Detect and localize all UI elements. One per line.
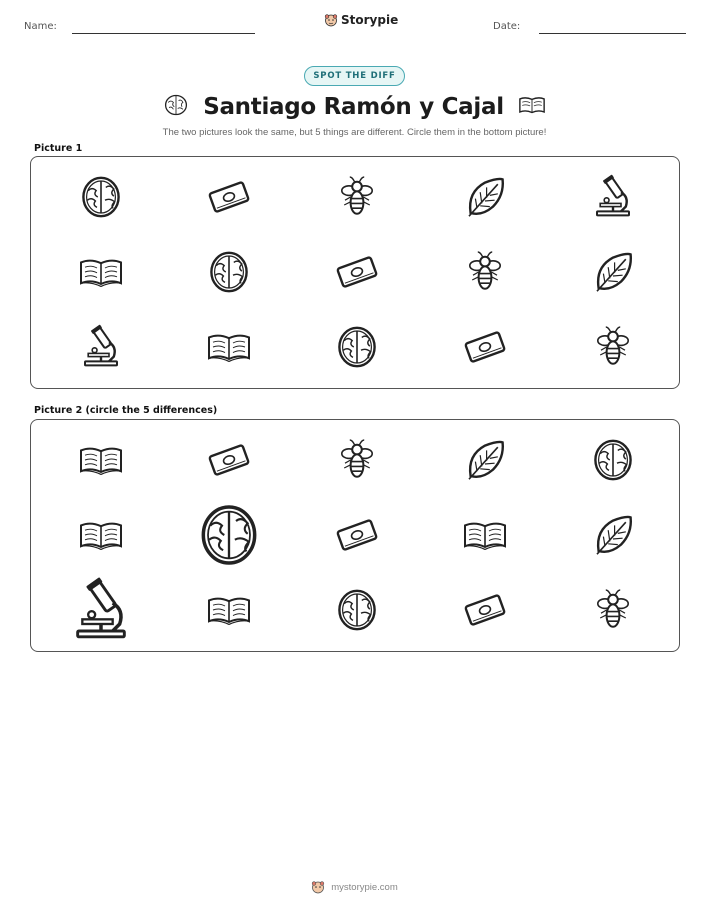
brain-icon bbox=[589, 436, 637, 484]
picture2-frame[interactable] bbox=[30, 419, 680, 652]
grid-cell[interactable] bbox=[292, 422, 422, 498]
microscope-icon bbox=[66, 575, 136, 645]
brain-icon bbox=[77, 173, 125, 221]
grid-cell[interactable] bbox=[164, 497, 294, 573]
date-label: Date: bbox=[493, 21, 521, 32]
slide-icon bbox=[205, 436, 253, 484]
grid-cell[interactable] bbox=[164, 422, 294, 498]
grid-cell[interactable] bbox=[420, 497, 550, 573]
grid-cell[interactable] bbox=[36, 497, 166, 573]
bee-icon bbox=[333, 173, 381, 221]
grid-cell[interactable] bbox=[36, 422, 166, 498]
bee-icon bbox=[461, 248, 509, 296]
leaf-icon bbox=[461, 173, 509, 221]
grid-cell[interactable] bbox=[420, 309, 550, 385]
brain-icon bbox=[205, 248, 253, 296]
mascot-icon bbox=[311, 880, 325, 894]
grid-cell[interactable] bbox=[548, 159, 678, 235]
grid-cell[interactable] bbox=[36, 309, 166, 385]
grid-cell[interactable] bbox=[292, 572, 422, 648]
grid-cell[interactable] bbox=[164, 309, 294, 385]
book-icon bbox=[77, 511, 125, 559]
grid-cell[interactable] bbox=[164, 234, 294, 310]
grid-cell[interactable] bbox=[164, 572, 294, 648]
instructions: The two pictures look the same, but 5 things are different. Circle them in the bottom picture! bbox=[162, 127, 547, 138]
page-title: Santiago Ramón y Cajal bbox=[203, 94, 504, 120]
leaf-icon bbox=[589, 248, 637, 296]
grid-cell[interactable] bbox=[292, 497, 422, 573]
brain-icon bbox=[333, 586, 381, 634]
picture2-label: Picture 2 (circle the 5 differences) bbox=[34, 405, 218, 416]
book-icon bbox=[205, 323, 253, 371]
picture1-label: Picture 1 bbox=[34, 143, 83, 154]
grid-cell[interactable] bbox=[548, 572, 678, 648]
date-line[interactable] bbox=[539, 33, 686, 34]
grid-cell[interactable] bbox=[36, 159, 166, 235]
brain-icon bbox=[333, 323, 381, 371]
slide-icon bbox=[461, 323, 509, 371]
grid-cell[interactable] bbox=[292, 309, 422, 385]
leaf-icon bbox=[461, 436, 509, 484]
name-line[interactable] bbox=[72, 33, 255, 34]
bee-icon bbox=[589, 323, 637, 371]
grid-cell[interactable] bbox=[420, 234, 550, 310]
slide-icon bbox=[333, 248, 381, 296]
grid-cell[interactable] bbox=[548, 422, 678, 498]
grid-cell[interactable] bbox=[420, 159, 550, 235]
bee-icon bbox=[333, 436, 381, 484]
grid-cell[interactable] bbox=[292, 159, 422, 235]
mascot-icon bbox=[324, 13, 338, 27]
grid-cell[interactable] bbox=[548, 309, 678, 385]
slide-icon bbox=[461, 586, 509, 634]
brand-name: Storypie bbox=[341, 13, 399, 27]
grid-cell[interactable] bbox=[292, 234, 422, 310]
book-icon bbox=[77, 248, 125, 296]
book-icon bbox=[518, 95, 546, 119]
footer bbox=[0, 880, 709, 894]
leaf-icon bbox=[589, 511, 637, 559]
grid-cell[interactable] bbox=[548, 497, 678, 573]
storypie-logo bbox=[324, 13, 398, 27]
book-icon bbox=[205, 586, 253, 634]
name-label: Name: bbox=[24, 21, 57, 32]
book-icon bbox=[461, 511, 509, 559]
brain-icon bbox=[163, 92, 189, 122]
microscope-icon bbox=[589, 173, 637, 221]
grid-cell[interactable] bbox=[164, 159, 294, 235]
footer-url: mystorypie.com bbox=[331, 881, 398, 893]
bee-icon bbox=[589, 586, 637, 634]
grid-cell[interactable] bbox=[420, 572, 550, 648]
microscope-icon bbox=[77, 323, 125, 371]
grid-cell[interactable] bbox=[548, 234, 678, 310]
slide-icon bbox=[333, 511, 381, 559]
spot-the-diff-badge: SPOT THE DIFF bbox=[304, 66, 405, 86]
slide-icon bbox=[205, 173, 253, 221]
grid-cell[interactable] bbox=[420, 422, 550, 498]
picture1-frame[interactable] bbox=[30, 156, 680, 389]
grid-cell[interactable] bbox=[36, 234, 166, 310]
brain-icon bbox=[194, 500, 264, 570]
book-icon bbox=[77, 436, 125, 484]
title-row bbox=[0, 92, 709, 122]
grid-cell[interactable] bbox=[36, 572, 166, 648]
